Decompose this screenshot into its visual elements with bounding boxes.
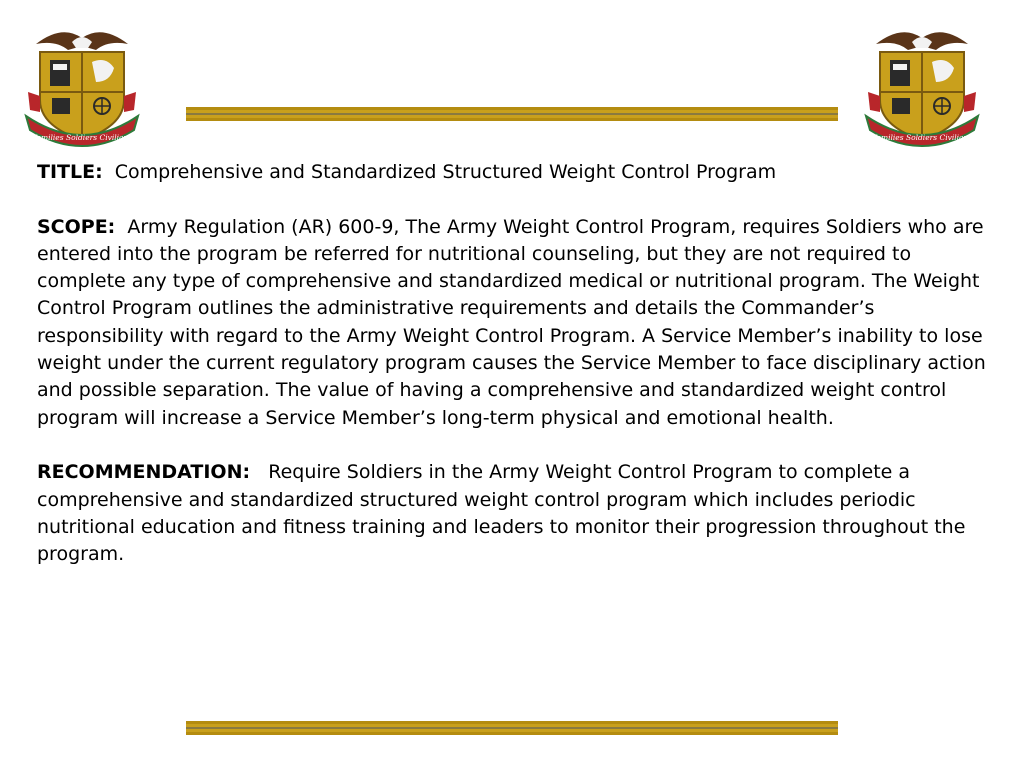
crest-emblem-icon (862, 22, 982, 150)
recommendation-text: Require Soldiers in the Army Weight Control Program to complete a comprehensive and standardized structured weight control program which includes periodic nutritional education and fitness training and leaders to monitor their progression throughout the program. (37, 461, 966, 566)
scope-paragraph (37, 214, 997, 432)
title-text: Comprehensive and Standardized Structured Weight Control Program (114, 161, 777, 183)
slide-content (37, 159, 997, 596)
crest-logo-right (862, 22, 982, 150)
crest-emblem-icon (22, 22, 142, 150)
top-divider (186, 107, 838, 121)
recommendation-label: RECOMMENDATION: (37, 461, 251, 484)
recommendation-paragraph (37, 459, 997, 568)
crest-logo-left (22, 22, 142, 150)
crest-banner-text: Families Soldiers Civilians (871, 133, 973, 142)
scope-label: SCOPE: (37, 215, 116, 238)
bottom-divider (186, 721, 838, 735)
scope-text: Army Regulation (AR) 600-9, The Army Weight Control Program, requires Soldiers who are entered into the program be referred for nutritional counseling, but they are not required to complete any type of comprehensive and standardized medical or nutritional program. The Weight Control Program outlines the administrative requirements and details the Commander’s responsibility with regard to the Army Weight Control Program. A Service Member’s inability to lose weight under the current regulatory program causes the Service Member to face disciplinary action and possible separation. The value of having a comprehensive and standardized weight control program will increase a Service Member’s long-term physical and emotional health. (37, 215, 986, 429)
title-label: TITLE: (37, 161, 103, 183)
crest-banner-text: Families Soldiers Civilians (31, 133, 133, 142)
title-paragraph (37, 159, 997, 186)
